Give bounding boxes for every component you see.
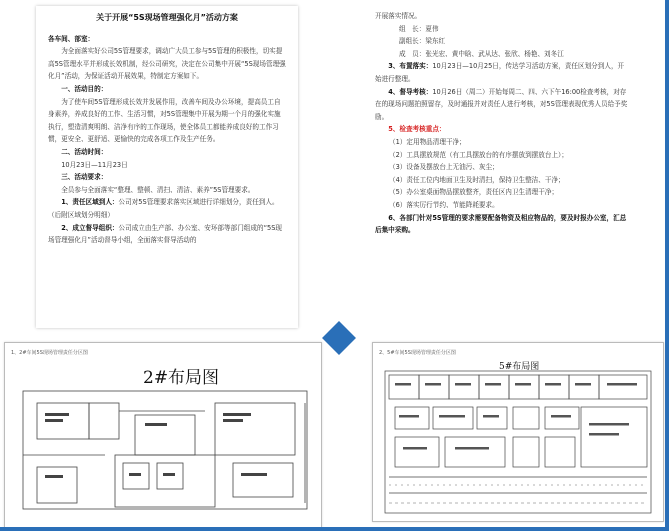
members: 成 员：张光宏、黄中晗、武从达、张欣、杨艳、刘冬江 <box>399 49 564 58</box>
document-title: 关于开展“5S现场管理强化月”活动方案 <box>96 13 238 22</box>
floor-plan-2-title: 2#布局图 <box>143 368 220 388</box>
document-page-right <box>371 10 633 328</box>
item-1 <box>48 196 286 221</box>
point-4-heading: 4、督导考核： <box>388 87 433 96</box>
document-page-left <box>36 6 298 328</box>
floor-plan-2-drawing <box>5 343 321 527</box>
check-item: （4）责任工位内地面卫生及时清扫，保持卫生整洁、干净； <box>389 175 565 184</box>
section-3-heading: 三、活动要求： <box>61 173 108 182</box>
point-3 <box>375 60 629 85</box>
continuation-text: 开展落实情况。 <box>375 12 422 20</box>
accent-border-bottom <box>0 527 669 531</box>
check-item: （5）办公室桌面物品摆放整齐，责任区内卫生清理干净； <box>389 188 559 197</box>
point-6: 6、各部门针对5S管理的要求需要配备物资及相应物品的，要及时报办公室，汇总后集中采购。 <box>375 213 627 235</box>
check-item: （2）工具摆放规范（有工具摆放台的有序摆放到摆放台上）； <box>389 150 568 159</box>
point-3-body: 10月23日—10月25日，传达学习活动方案，责任区划分到人，开始进行整理。 <box>375 62 625 83</box>
floor-plan-5-title: 5#布局图 <box>499 362 540 372</box>
section-1-heading: 一、活动目的： <box>61 84 108 93</box>
diamond-divider-icon <box>322 321 356 355</box>
check-item: （3）设备及摆放台上无油污、灰尘； <box>389 163 499 172</box>
check-item: （1）定用物品清理干净； <box>389 137 466 146</box>
floor-plan-2 <box>4 342 322 528</box>
greeting: 各车间、部室： <box>48 34 95 43</box>
item-2 <box>48 222 286 247</box>
accent-border-right <box>665 0 669 531</box>
item-2-heading: 2、成立督导组织： <box>61 223 119 232</box>
floor-plan-5 <box>372 342 664 522</box>
point-5-heading: 5、检查考核重点： <box>388 125 446 134</box>
group-leader: 组 长：夏伟 <box>399 24 439 33</box>
deputy-leader: 副组长：梁东红 <box>399 37 446 46</box>
point-4-body: 10月26日（周二）开始每周二、四、六下午16:00检查考核，对存在的现场问题拍照留存，及时通报并对责任人进行考核，对5S管理表现优秀人员给予奖励。 <box>375 87 628 121</box>
item-1-heading: 1、责任区域到人： <box>61 198 119 207</box>
item-1-body: 公司对5S管理要求落实区域进行详细划分，责任到人。（后附区域划分明细） <box>48 198 279 219</box>
floor-plan-5-drawing <box>373 343 663 521</box>
floor-plan-2-caption: 1、2#车间5S现场管理责任分区图 <box>11 350 88 356</box>
intro-paragraph: 为全面落实好公司5S管理要求，调动广大员工参与5S管理的积极性，切实提高5S管理水平并形成长效机制，经公司研究，决定在公司集中开展“5S现场管理强化月”活动，为保证活动开展效果，特制定方案如下。 <box>48 47 286 81</box>
section-1-body: 为了使车间5S管理形成长效并发展作用，改善车间及办公环境，提高员工自身素养，养成良好的工作、生活习惯，对5S管理集中开展为期一个月的强化实施执行，塑造清爽明朗、洁净有序的工作现场，使全体员工都能养成良好的工作习惯，更安全、更舒适、更愉快的完成各项工作及生产任务。 <box>48 97 281 144</box>
floor-plan-5-caption: 2、5#车间5S现场管理责任分区图 <box>379 350 456 356</box>
section-2-heading: 二、活动时间： <box>61 147 108 156</box>
item-2-body: 公司成立由生产部、办公室、安环部等部门组成的“5S现场管理强化月”活动督导小组，全面落实督导活动的 <box>48 223 282 245</box>
point-4 <box>375 86 629 124</box>
point-3-heading: 3、布置落实： <box>388 62 433 71</box>
section-3-body: 全员参与全面落实“整理、整顿、清扫、清洁、素养”5S管理要求。 <box>61 185 255 194</box>
check-item: （6）落实厉行节约、节能降耗要求。 <box>389 200 499 209</box>
section-2-body: 10月23日—11月23日 <box>61 160 128 169</box>
